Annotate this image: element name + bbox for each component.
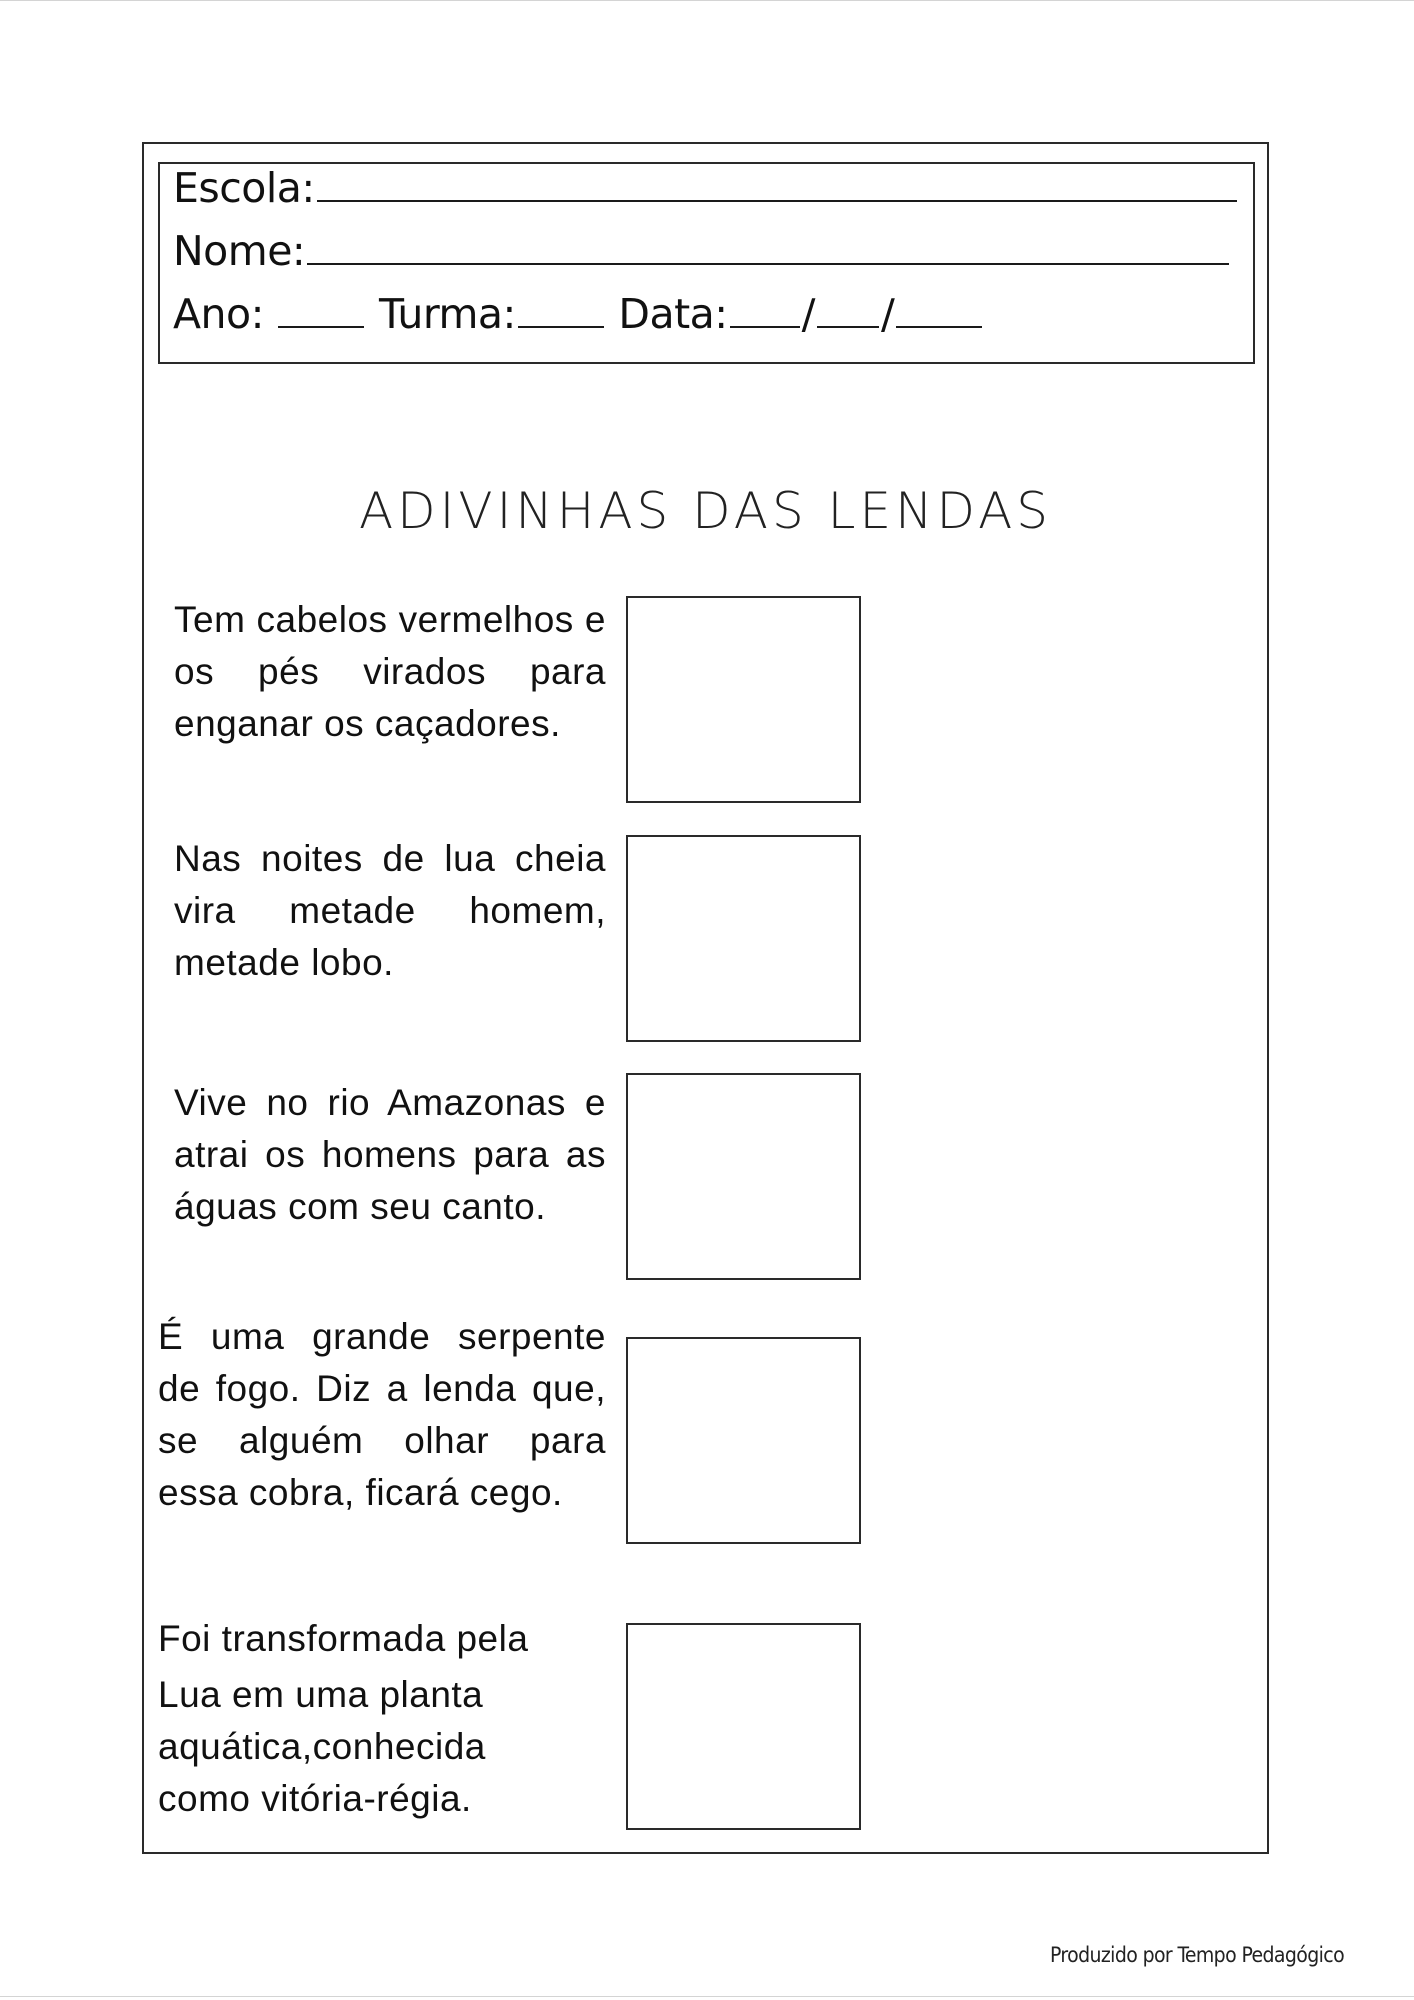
ano-turma-data-line [173, 288, 984, 338]
page-top-edge [0, 0, 1414, 1]
riddle-1-answer-box[interactable] [626, 596, 861, 803]
riddle-5-answer-box[interactable] [626, 1623, 861, 1830]
riddle-2-text: Nas noites de lua cheia vira metade homem, metade lobo. [174, 838, 606, 983]
date-separator-1: / [801, 290, 815, 338]
ano-blank[interactable] [278, 288, 364, 328]
riddle-1-text: Tem cabelos vermelhos e os pés virados para enganar os caçadores. [174, 599, 606, 744]
turma-label: Turma: [379, 290, 516, 338]
page-title: ADIVINHAS DAS LENDAS [358, 482, 1053, 540]
ano-label: Ano: [173, 290, 264, 338]
riddle-4-text: É uma grande serpente de fogo. Diz a lenda que, se alguém olhar para essa cobra, ficará cego. [158, 1316, 606, 1513]
nome-line [173, 225, 1231, 275]
year-blank[interactable] [896, 288, 982, 328]
date-separator-2: / [880, 290, 895, 338]
riddle-5-line: Foi transformada pela [158, 1618, 529, 1659]
riddle-5-text [158, 1613, 606, 1825]
riddle-5-line: Lua em uma planta [158, 1674, 484, 1715]
nome-blank[interactable] [307, 225, 1229, 265]
riddle-3-answer-box[interactable] [626, 1073, 861, 1280]
turma-blank[interactable] [518, 288, 604, 328]
month-blank[interactable] [817, 288, 879, 328]
riddle-4-answer-box[interactable] [626, 1337, 861, 1544]
footer-credit: Produzido por Tempo Pedagógico [1050, 1943, 1345, 1967]
riddle-5-line: como vitória-régia. [158, 1778, 472, 1819]
escola-line [173, 162, 1239, 212]
escola-blank[interactable] [317, 162, 1237, 202]
escola-label: Escola: [173, 164, 315, 212]
riddle-2-answer-box[interactable] [626, 835, 861, 1042]
riddle-5-line: aquática,conhecida [158, 1726, 486, 1767]
riddle-3-text: Vive no rio Amazonas e atrai os homens para as águas com seu canto. [174, 1082, 606, 1227]
page-bottom-edge [0, 1996, 1414, 1997]
nome-label: Nome: [173, 227, 306, 275]
day-blank[interactable] [730, 288, 800, 328]
data-label: Data: [618, 290, 728, 338]
